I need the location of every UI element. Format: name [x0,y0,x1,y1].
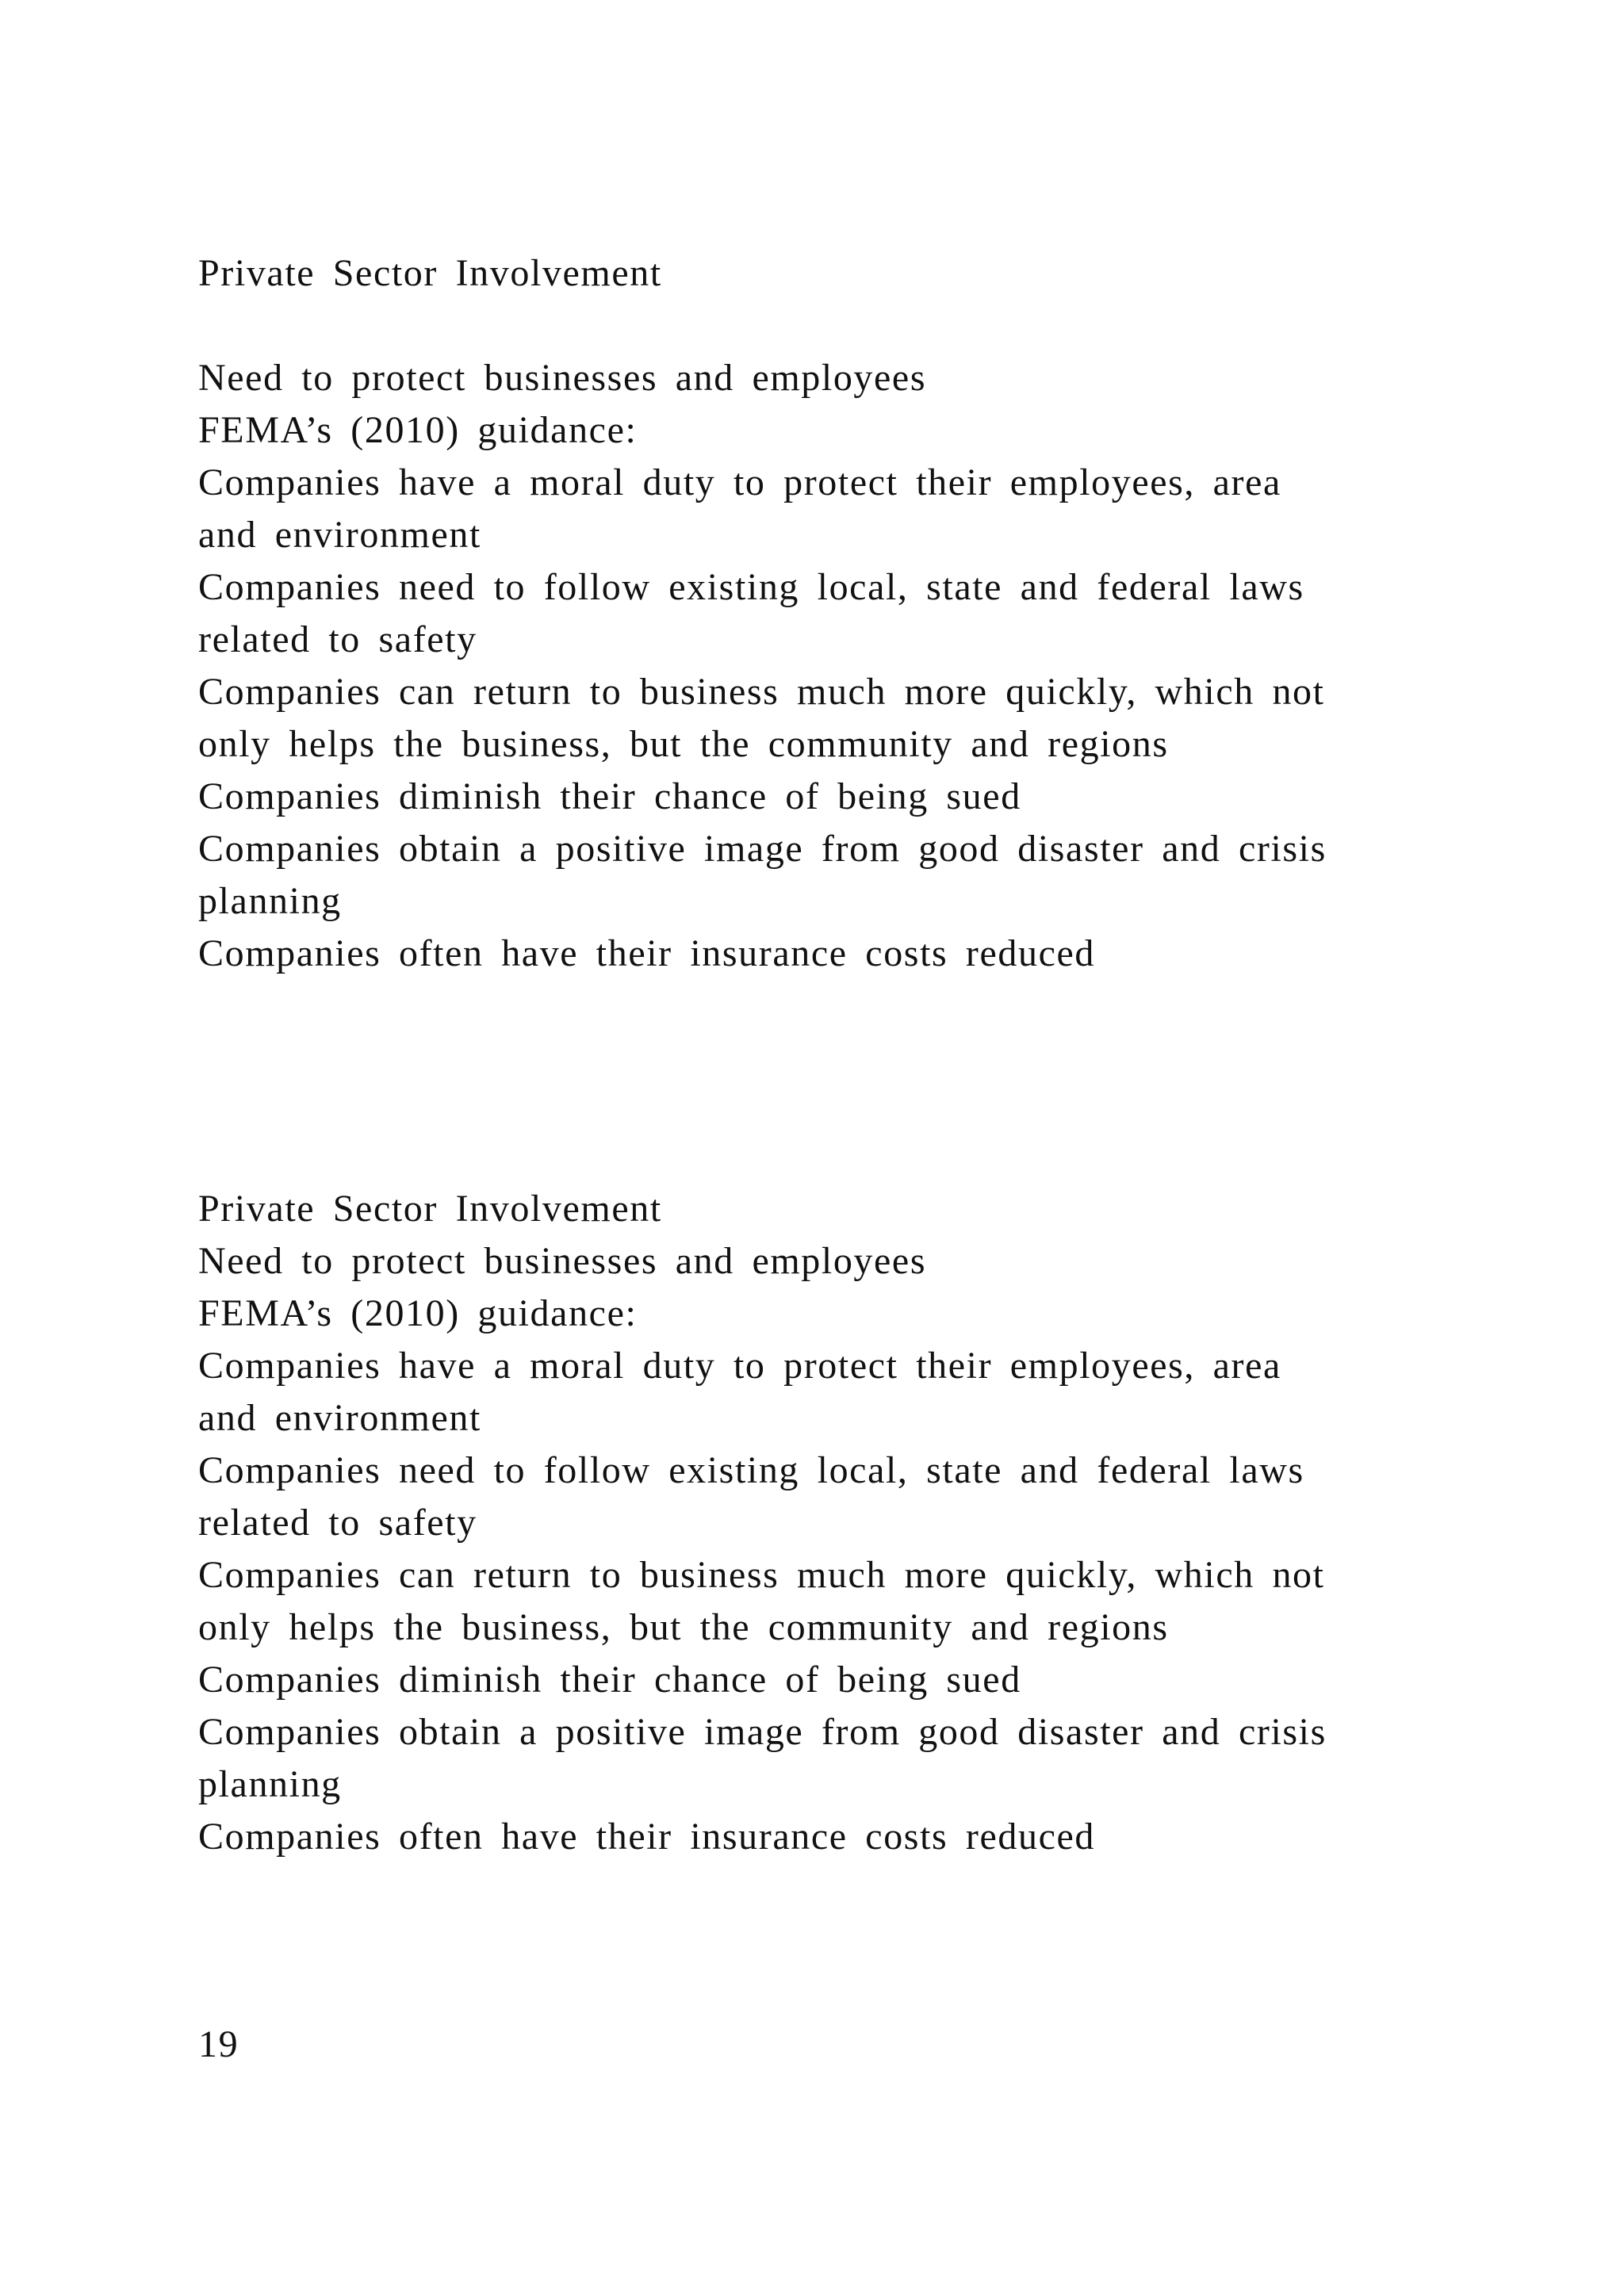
text-line: Need to protect businesses and employees [198,1240,927,1282]
text-line: and environment [198,514,481,556]
text-line: planning [198,1763,342,1805]
text-line: Companies can return to business much more quickly, which not [198,1554,1325,1596]
text-line: FEMA’s (2010) guidance: [198,1292,638,1334]
text-line: planning [198,880,342,922]
text-line: Companies have a moral duty to protect their employees, area [198,1345,1281,1387]
text-line: Companies can return to business much more quickly, which not [198,671,1325,713]
text-line: Companies have a moral duty to protect their employees, area [198,461,1281,503]
text-line: and environment [198,1397,481,1439]
section-private-sector-1 [198,247,1467,980]
text-line: related to safety [198,618,477,660]
text-line: FEMA’s (2010) guidance: [198,409,638,451]
text-line: only helps the business, but the community and regions [198,1606,1169,1648]
text-line: related to safety [198,1502,477,1544]
text-line: Companies diminish their chance of being sued [198,775,1021,817]
text-line: only helps the business, but the community and regions [198,723,1169,765]
text-line: Companies obtain a positive image from good disaster and crisis [198,828,1327,870]
section-title: Private Sector Involvement [198,1188,662,1230]
section-title: Private Sector Involvement [198,252,662,294]
text-line: Companies need to follow existing local, state and federal laws [198,566,1304,608]
spacer [198,300,1467,352]
text-line: Companies often have their insurance costs reduced [198,932,1095,974]
text-line: Companies need to follow existing local, state and federal laws [198,1449,1304,1491]
text-line: Companies diminish their chance of being sued [198,1659,1021,1701]
text-line: Need to protect businesses and employees [198,357,927,399]
text-line: Companies obtain a positive image from good disaster and crisis [198,1711,1327,1753]
text-line: Companies often have their insurance costs reduced [198,1816,1095,1858]
page-number: 19 [198,2023,239,2065]
section-private-sector-2 [198,1183,1467,1863]
